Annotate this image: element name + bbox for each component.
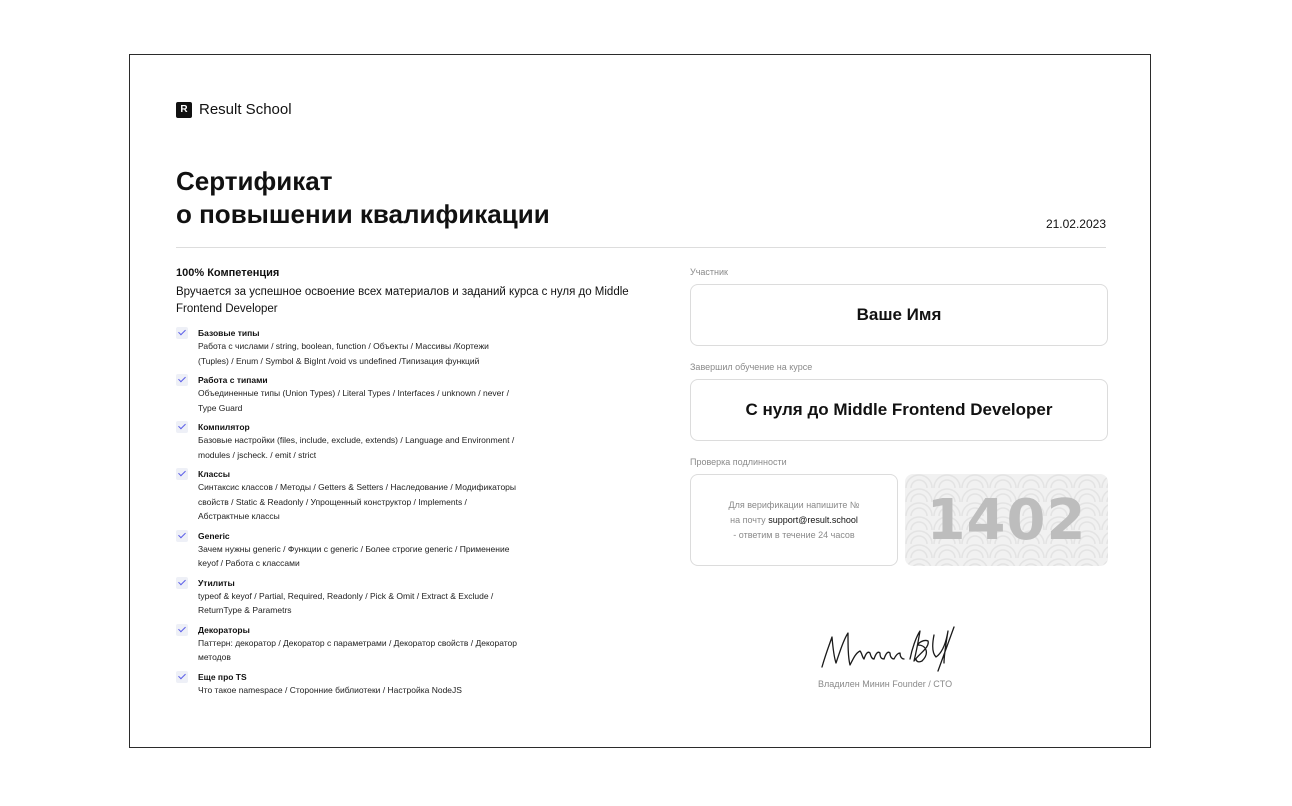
- topic-description: [198, 636, 646, 665]
- topics-list: [176, 327, 646, 697]
- course-name-box: С нуля до Middle Frontend Developer: [690, 379, 1108, 441]
- topic-description-line: typeof & keyof / Partial, Required, Readonly / Pick & Omit / Extract & Exclude /: [198, 590, 494, 601]
- details-section: [690, 267, 1108, 566]
- certificate-number-box: [905, 474, 1108, 566]
- topic-body: [198, 671, 646, 698]
- competence-section: [176, 267, 646, 703]
- topic-item: [176, 374, 646, 415]
- topic-description-line: Зачем нужны generic / Функции с generic / Более строгие generic / Применение: [198, 543, 510, 554]
- topic-description-line: Объединенные типы (Union Types) / Literal Types / Interfaces / unknown / never /: [198, 388, 509, 398]
- topic-body: [198, 530, 646, 571]
- topic-description-line: Синтаксис классов / Методы / Getters & Setters / Наследование / Модификаторы: [198, 482, 517, 492]
- topic-description-line: Базовые настройки (files, include, exclude, extends) / Language and Environment /: [198, 435, 515, 445]
- topic-title: Базовые типы: [198, 328, 260, 338]
- checkmark-icon: [176, 671, 188, 683]
- verification-info-box: [690, 474, 898, 566]
- topic-item: [176, 327, 646, 368]
- title-line-1: Сертификат: [176, 166, 333, 196]
- topic-item: [176, 624, 646, 665]
- topic-item: [176, 530, 646, 571]
- logo: [176, 101, 292, 118]
- topic-title: Еще про TS: [198, 671, 247, 682]
- topic-description-line: (Tuples) / Enum / Symbol & BigInt /void vs undefined /Типизация функций: [198, 355, 480, 366]
- topic-description: [198, 480, 646, 524]
- topic-body: [198, 468, 646, 524]
- topic-description-line: Абстрактные классы: [198, 511, 280, 521]
- participant-label: Участник: [690, 267, 728, 277]
- checkmark-icon: [176, 421, 188, 433]
- certificate-number: 1402: [926, 487, 1087, 553]
- topic-body: [198, 327, 646, 368]
- verification-label: Проверка подлинности: [690, 457, 787, 467]
- topic-description: [198, 683, 646, 698]
- competence-title: 100% Компетенция: [176, 267, 280, 279]
- verification-email-link[interactable]: support@result.school: [768, 514, 858, 525]
- topic-description: [198, 433, 646, 462]
- checkmark-icon: [176, 327, 188, 339]
- topic-item: [176, 671, 646, 698]
- topic-description-line: Паттерн: декоратор / Декоратор с параметрами / Декоратор свойств / Декоратор: [198, 637, 518, 648]
- course-label: Завершил обучение на курсе: [690, 362, 813, 372]
- certificate-title: [176, 165, 550, 231]
- verification-line-2: [730, 513, 858, 528]
- topic-description-line: Type Guard: [198, 402, 243, 413]
- topic-body: [198, 624, 646, 665]
- topic-body: [198, 421, 646, 462]
- topic-body: [198, 374, 646, 415]
- topic-title: Работа с типами: [198, 375, 268, 385]
- topic-title: Утилиты: [198, 577, 235, 588]
- topic-description: [198, 542, 646, 571]
- checkmark-icon: [176, 577, 188, 589]
- topic-title: Декораторы: [198, 624, 250, 635]
- checkmark-icon: [176, 374, 188, 386]
- topic-description-line: Работа с числами / string, boolean, function / Объекты / Массивы /Кортежи: [198, 341, 489, 351]
- topic-description: [198, 339, 646, 368]
- topic-title: Компилятор: [198, 422, 250, 432]
- verification-line-1: Для верификации напишите №: [728, 499, 860, 510]
- topic-description-line: ReturnType & Parametrs: [198, 605, 292, 615]
- topic-body: [198, 577, 646, 618]
- topic-description: [198, 386, 646, 415]
- issue-date: 21.02.2023: [1045, 217, 1106, 231]
- topic-description: [198, 589, 646, 618]
- signature-image: [818, 623, 988, 675]
- topic-item: [176, 577, 646, 618]
- checkmark-icon: [176, 624, 188, 636]
- certificate: [129, 54, 1151, 748]
- topic-description-line: методов: [198, 652, 231, 662]
- topic-description-line: свойств / Static & Readonly / Упрощенный конструктор / Implements /: [198, 496, 467, 507]
- competence-description: Вручается за успешное освоение всех материалов и заданий курса с нуля до Middle Frontend Developer: [176, 286, 629, 315]
- verification-email-prefix: на почту: [730, 514, 769, 525]
- participant-name-box: Ваше Имя: [690, 284, 1108, 346]
- logo-name: Result School: [199, 101, 292, 118]
- topic-title: Generic: [198, 530, 230, 541]
- topic-title: Классы: [198, 469, 231, 479]
- checkmark-icon: [176, 530, 188, 542]
- topic-item: [176, 468, 646, 524]
- signer-name: Владилен Минин Founder / CTO: [818, 679, 953, 689]
- divider: [176, 247, 1106, 248]
- result-school-logo-icon: R: [176, 102, 192, 118]
- verification-line-3: - ответим в течение 24 часов: [733, 529, 855, 540]
- topic-description-line: modules / jscheck. / emit / strict: [198, 449, 317, 460]
- topic-description-line: Что такое namespace / Сторонние библиотеки / Настройка NodeJS: [198, 684, 462, 695]
- topic-item: [176, 421, 646, 462]
- verification-row: [690, 474, 1108, 566]
- checkmark-icon: [176, 468, 188, 480]
- title-line-2: о повышении квалификации: [176, 199, 550, 229]
- topic-description-line: keyof / Работа с классами: [198, 558, 300, 568]
